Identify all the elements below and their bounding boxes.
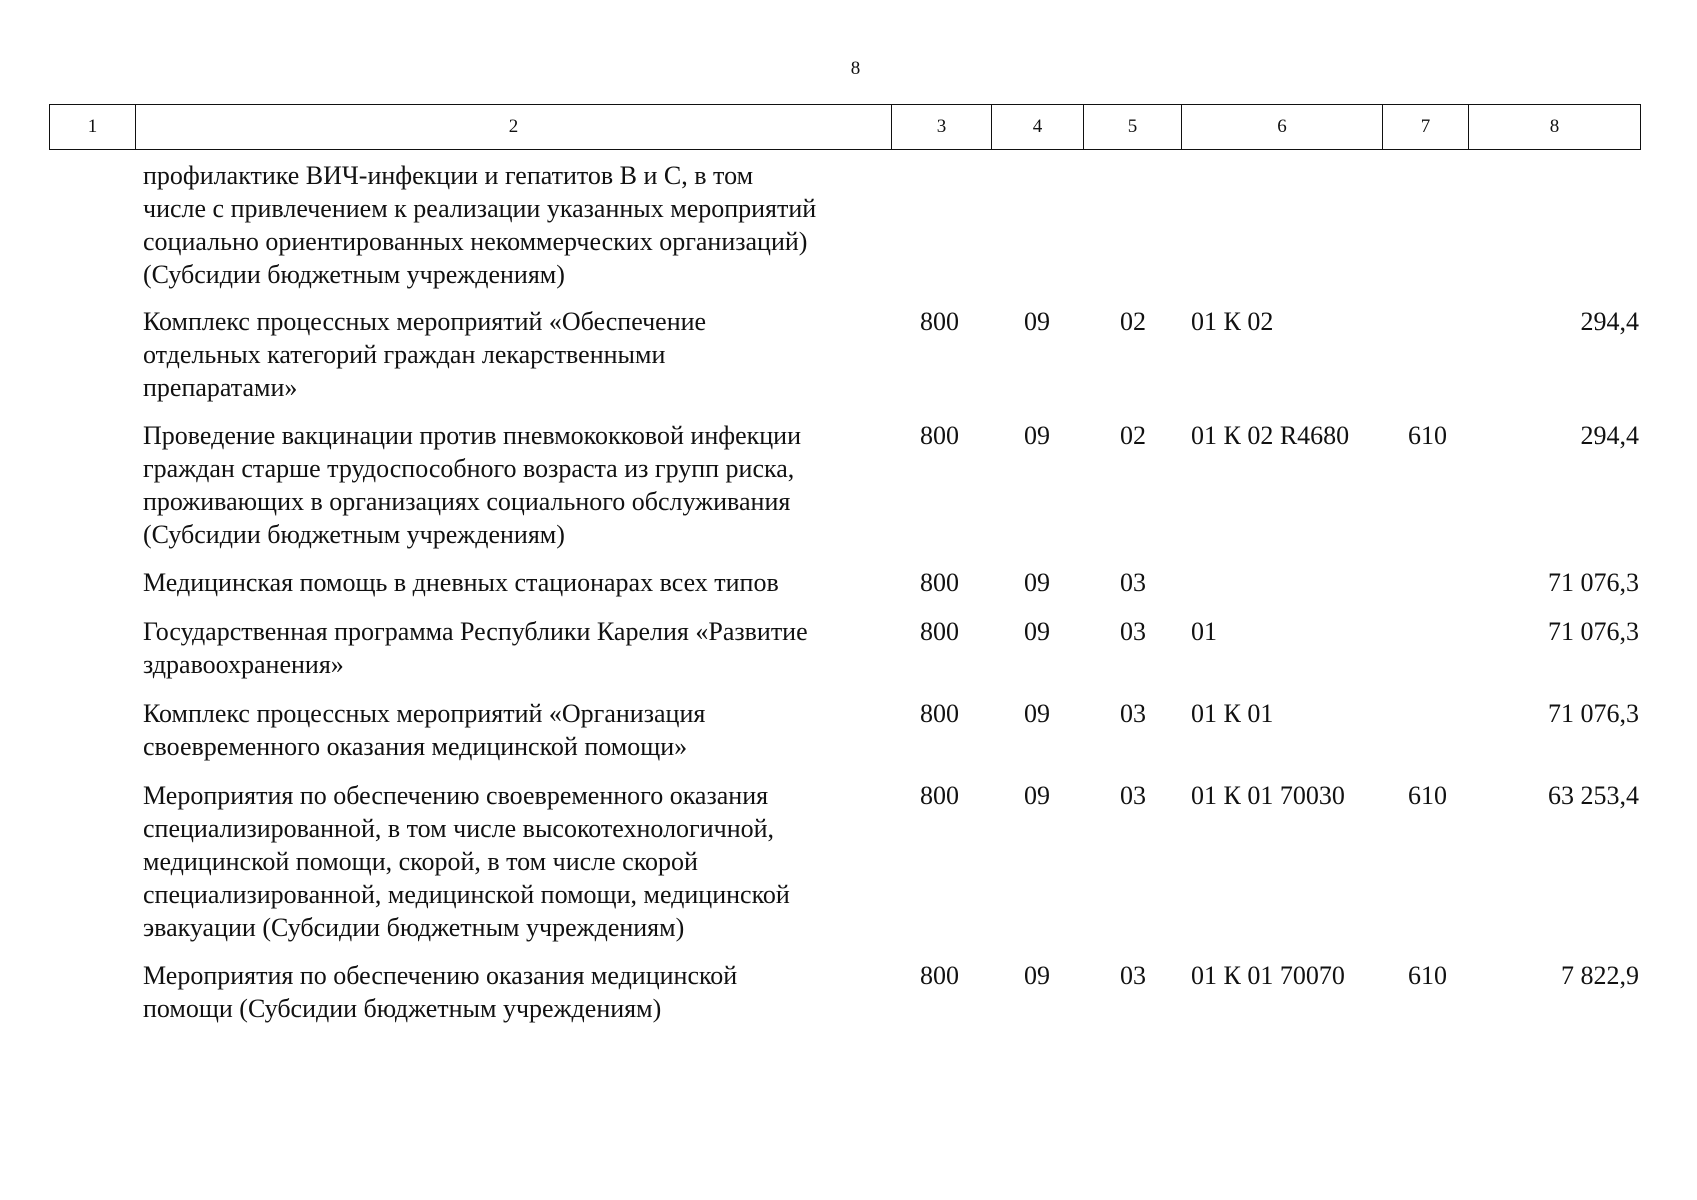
description-line: препаратами» <box>143 373 298 402</box>
description-line: эвакуации (Субсидии бюджетным учреждениям) <box>143 913 685 942</box>
cell-amount: 7 822,9 <box>1561 961 1639 990</box>
cell-target-article: 01 К 01 70030 <box>1191 781 1345 810</box>
description-line: профилактике ВИЧ-инфекции и гепатитов В и С, в том <box>143 161 754 190</box>
row-description <box>143 697 895 763</box>
column-header-6: 6 <box>1182 105 1383 150</box>
cell-amount: 71 076,3 <box>1548 617 1639 646</box>
cell-section: 09 <box>1024 781 1050 810</box>
cell-amount: 294,4 <box>1580 307 1639 336</box>
description-line: специализированной, медицинской помощи, медицинской <box>143 880 790 909</box>
cell-section: 09 <box>1024 961 1050 990</box>
cell-section: 09 <box>1024 617 1050 646</box>
column-header-3: 3 <box>892 105 992 150</box>
description-line: своевременного оказания медицинской помощи» <box>143 732 688 761</box>
description-line: медицинской помощи, скорой, в том числе скорой <box>143 847 698 876</box>
column-header-1: 1 <box>50 105 136 150</box>
column-header-4: 4 <box>992 105 1084 150</box>
cell-ministry-code: 800 <box>920 961 959 990</box>
row-description <box>143 419 895 551</box>
description-line: Государственная программа Республики Карелия «Развитие <box>143 617 808 646</box>
cell-ministry-code: 800 <box>920 699 959 728</box>
description-line: граждан старше трудоспособного возраста из групп риска, <box>143 454 795 483</box>
cell-section: 09 <box>1024 307 1050 336</box>
row-description <box>143 615 895 681</box>
column-header-5: 5 <box>1084 105 1182 150</box>
description-line: проживающих в организациях социального обслуживания <box>143 487 791 516</box>
row-description <box>143 566 895 599</box>
cell-subsection: 03 <box>1120 568 1146 597</box>
cell-subsection: 03 <box>1120 961 1146 990</box>
cell-subsection: 03 <box>1120 617 1146 646</box>
description-line: (Субсидии бюджетным учреждениям) <box>143 520 565 549</box>
cell-expense-type: 610 <box>1408 781 1447 810</box>
column-header-8: 8 <box>1469 105 1641 150</box>
cell-amount: 63 253,4 <box>1548 781 1639 810</box>
row-description <box>143 159 895 291</box>
description-line: числе с привлечением к реализации указанных мероприятий <box>143 194 817 223</box>
row-description <box>143 779 895 944</box>
cell-section: 09 <box>1024 421 1050 450</box>
cell-subsection: 03 <box>1120 781 1146 810</box>
description-line: Проведение вакцинации против пневмококковой инфекции <box>143 421 801 450</box>
cell-ministry-code: 800 <box>920 307 959 336</box>
description-line: социально ориентированных некоммерческих организаций) <box>143 227 808 256</box>
cell-section: 09 <box>1024 568 1050 597</box>
description-line: Комплекс процессных мероприятий «Организация <box>143 699 706 728</box>
description-line: отдельных категорий граждан лекарственными <box>143 340 666 369</box>
description-line: помощи (Субсидии бюджетным учреждениям) <box>143 994 662 1023</box>
description-line: Комплекс процессных мероприятий «Обеспечение <box>143 307 707 336</box>
description-line: специализированной, в том числе высокотехнологичной, <box>143 814 775 843</box>
description-line: Мероприятия по обеспечению оказания медицинской <box>143 961 738 990</box>
cell-amount: 71 076,3 <box>1548 568 1639 597</box>
cell-subsection: 02 <box>1120 307 1146 336</box>
cell-expense-type: 610 <box>1408 961 1447 990</box>
description-line: Медицинская помощь в дневных стационарах всех типов <box>143 568 779 597</box>
cell-amount: 71 076,3 <box>1548 699 1639 728</box>
column-header-7: 7 <box>1383 105 1469 150</box>
cell-expense-type: 610 <box>1408 421 1447 450</box>
cell-subsection: 02 <box>1120 421 1146 450</box>
column-header-2: 2 <box>136 105 892 150</box>
page-number: 8 <box>850 58 861 79</box>
cell-ministry-code: 800 <box>920 568 959 597</box>
description-line: (Субсидии бюджетным учреждениям) <box>143 260 565 289</box>
cell-target-article: 01 К 01 <box>1191 699 1274 728</box>
row-description <box>143 305 895 404</box>
cell-section: 09 <box>1024 699 1050 728</box>
cell-target-article: 01 К 01 70070 <box>1191 961 1345 990</box>
description-line: Мероприятия по обеспечению своевременного оказания <box>143 781 769 810</box>
cell-ministry-code: 800 <box>920 617 959 646</box>
cell-ministry-code: 800 <box>920 421 959 450</box>
row-description <box>143 959 895 1025</box>
cell-target-article: 01 <box>1191 617 1217 646</box>
cell-subsection: 03 <box>1120 699 1146 728</box>
cell-amount: 294,4 <box>1580 421 1639 450</box>
description-line: здравоохранения» <box>143 650 344 679</box>
cell-target-article: 01 К 02 <box>1191 307 1274 336</box>
cell-target-article: 01 К 02 R4680 <box>1191 421 1350 450</box>
cell-ministry-code: 800 <box>920 781 959 810</box>
